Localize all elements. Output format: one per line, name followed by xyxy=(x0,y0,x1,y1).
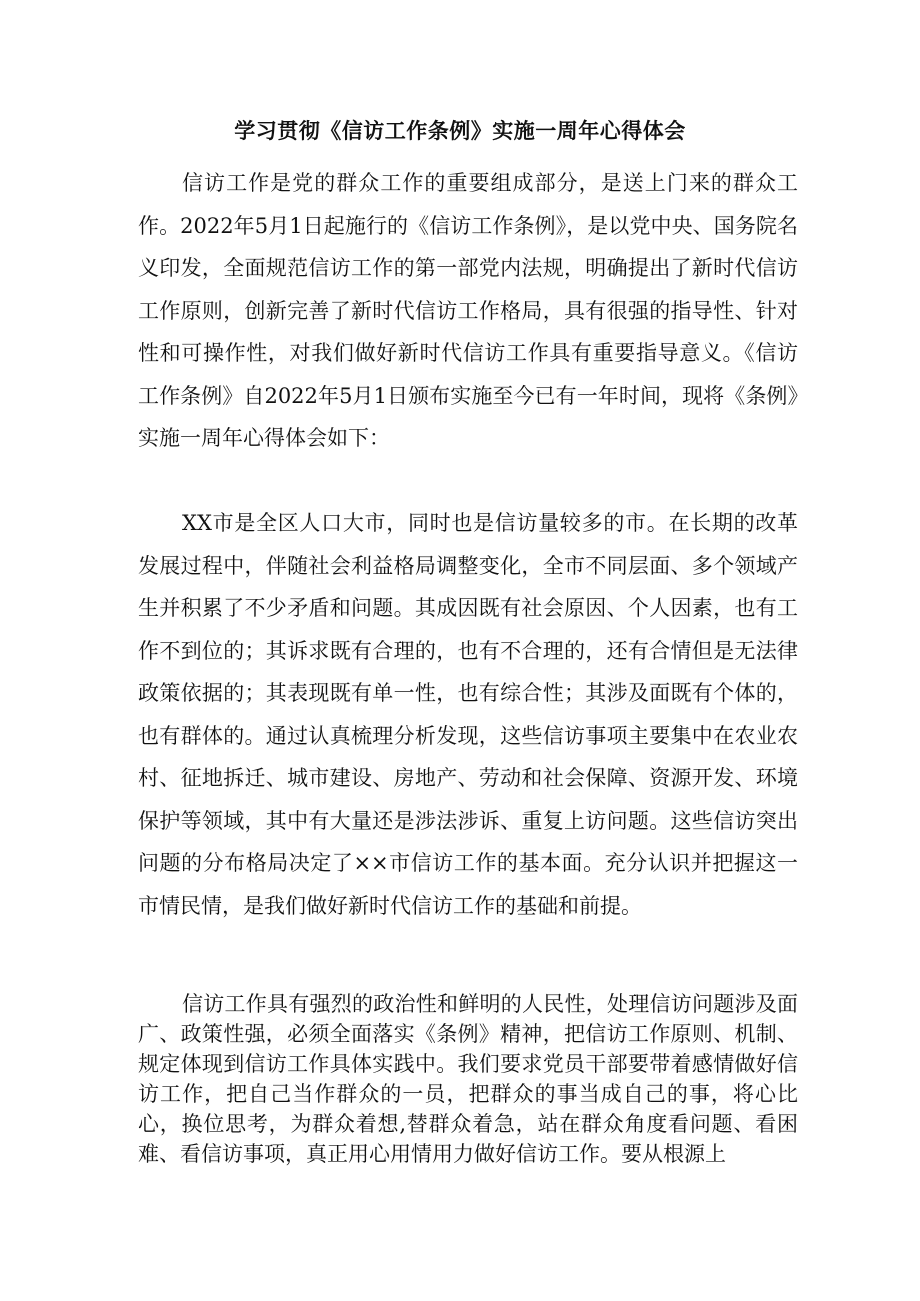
paragraph-intro: 信访工作是党的群众工作的重要组成部分，是送上门来的群众工作。2022年5月1日起施行的《信访工作条例》，是以党中央、国务院名义印发，全面规范信访工作的第一部党内法规，明确提出了新时代信访工作原则，创新完善了新时代信访工作格局，具有很强的指导性、针对性和可操作性，对我们做好新时代信访工作具有重要指导意义。《信访工作条例》自2022年5月1日颁布实施至今已有一年时间，现将《条例》实施一周年心得体会如下： xyxy=(138,171,798,450)
document-title: 学习贯彻《信访工作条例》实施一周年心得体会 xyxy=(234,118,686,143)
paragraph-work-principles: 信访工作具有强烈的政治性和鲜明的人民性，处理信访问题涉及面广、政策性强，必须全面落实《条例》精神，把信访工作原则、机制、规定体现到信访工作具体实践中。我们要求党员干部要带着感情做好信访工作，把自己当作群众的一员，把群众的事当成自己的事，将心比心，换位思考，为群众着想,替群众着急，站在群众角度看问题、看困难、看信访事项，真正用心用情用力做好信访工作。要从根源上 xyxy=(138,992,798,1166)
paragraph-city-situation: XX市是全区人口大市，同时也是信访量较多的市。在长期的改革发展过程中，伴随社会利益格局调整变化，全市不同层面、多个领域产生并积累了不少矛盾和问题。其成因既有社会原因、个人因素，也有工作不到位的；其诉求既有合理的，也有不合理的，还有合情但是无法律政策依据的；其表现既有单一性，也有综合性；其涉及面既有个体的，也有群体的。通过认真梳理分析发现，这些信访事项主要集中在农业农村、征地拆迁、城市建设、房地产、劳动和社会保障、资源开发、环境保护等领域，其中有大量还是涉法涉诉、重复上访问题。这些信访突出问题的分布格局决定了××市信访工作的基本面。充分认识并把握这一市情民情，是我们做好新时代信访工作的基础和前提。 xyxy=(138,511,798,918)
